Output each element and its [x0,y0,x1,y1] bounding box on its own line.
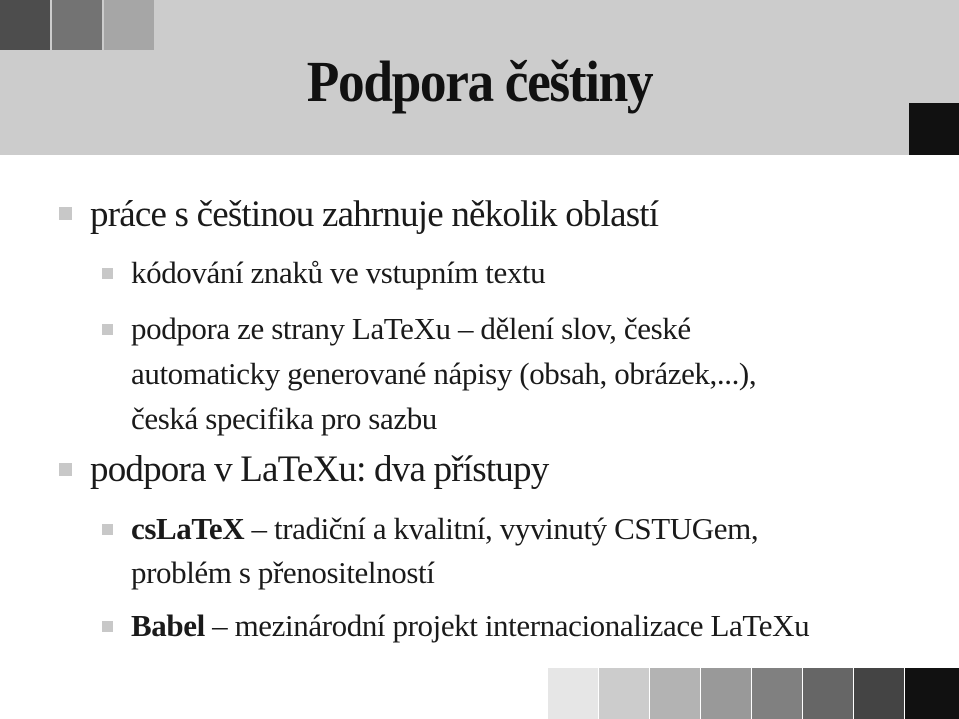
deco-square [650,668,700,719]
deco-square [701,668,751,719]
bullet-text-line: podpora ze strany LaTeXu – dělení slov, české [131,311,691,346]
bullet-item [90,448,548,491]
bullet-marker [59,463,72,476]
bullet-item [131,254,545,292]
deco-square [0,0,50,50]
term-cslatex: csLaTeX [131,511,245,546]
deco-square [752,668,802,719]
term-babel: Babel [131,608,205,643]
deco-square [905,668,959,719]
bullet-text: – tradiční a kvalitní, vyvinutý CSTUGem, [244,511,759,546]
bullet-text-line: problém s přenositelností [131,555,435,590]
bullet-item [131,510,758,592]
bullet-text: kódování znaků ve vstupním textu [131,255,546,290]
slide-title: Podpora češtiny [306,49,653,114]
deco-square [803,668,853,719]
deco-square [548,668,598,719]
bullet-marker [59,207,72,220]
deco-square [854,668,904,719]
bullet-text: práce s češtinou zahrnuje několik oblastí [90,194,659,235]
deco-square [52,0,102,50]
bullet-item [131,310,756,438]
bullet-text: podpora v LaTeXu: dva přístupy [90,449,549,490]
bullet-item [131,607,809,645]
bullet-item [90,193,658,236]
bullet-text-line: česká specifika pro sazbu [131,401,437,436]
bullet-marker [102,524,113,535]
bullet-marker [102,324,113,335]
deco-square [104,0,154,50]
bullet-marker [102,268,113,279]
bullet-text-line: automaticky generované nápisy (obsah, obrázek,...), [131,356,757,391]
deco-square [599,668,649,719]
bullet-text: – mezinárodní projekt internacionalizace LaTeXu [204,608,810,643]
bullet-marker [102,621,113,632]
